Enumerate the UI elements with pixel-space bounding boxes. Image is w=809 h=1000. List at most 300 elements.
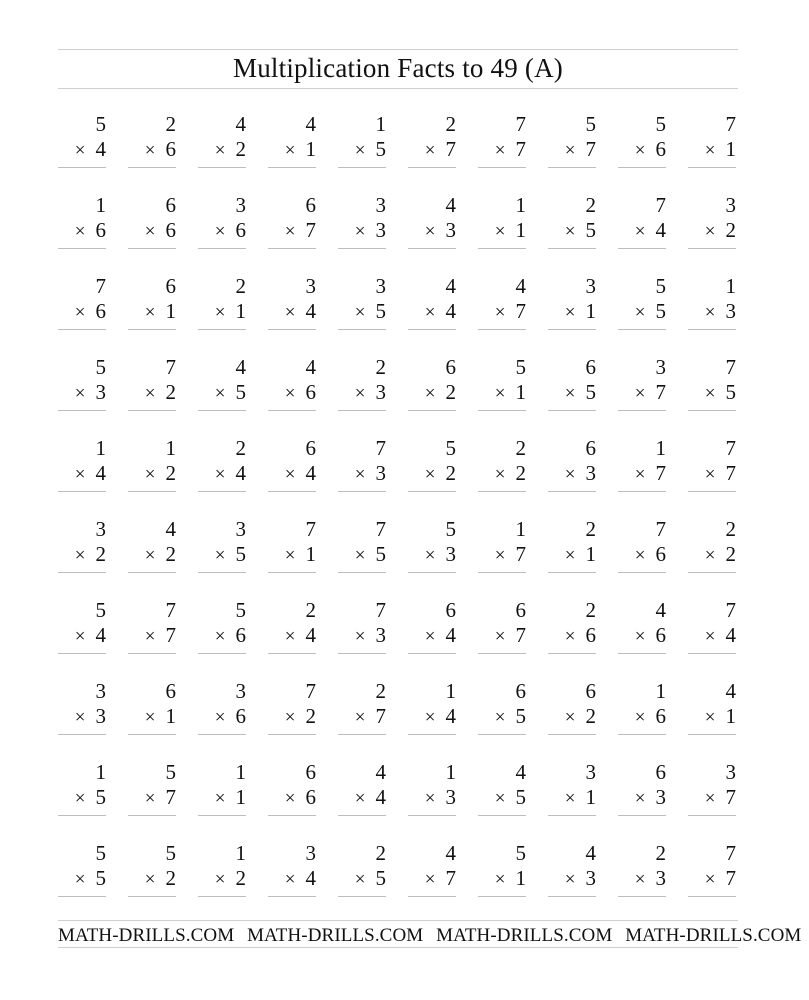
answer-line bbox=[688, 572, 736, 573]
problem-item bbox=[408, 274, 456, 338]
bottom-number: 7 bbox=[165, 785, 176, 809]
top-number: 6 bbox=[515, 679, 526, 703]
problem-item bbox=[548, 679, 596, 743]
problem-item bbox=[198, 841, 246, 905]
answer-line bbox=[128, 896, 176, 897]
bottom-line bbox=[705, 299, 736, 325]
answer-line bbox=[198, 410, 246, 411]
top-number: 4 bbox=[445, 841, 456, 865]
bottom-line bbox=[635, 866, 666, 892]
bottom-number: 6 bbox=[95, 299, 106, 323]
problem-item bbox=[198, 193, 246, 257]
bottom-number: 3 bbox=[655, 866, 666, 890]
answer-line bbox=[408, 896, 456, 897]
bottom-line bbox=[425, 380, 456, 406]
problem-item bbox=[478, 193, 526, 257]
problem-item bbox=[618, 679, 666, 743]
bottom-line bbox=[425, 623, 456, 649]
operator-symbol: × bbox=[704, 707, 716, 728]
top-number: 2 bbox=[305, 598, 316, 622]
top-number: 6 bbox=[655, 760, 666, 784]
bottom-line bbox=[215, 218, 246, 244]
operator-symbol: × bbox=[354, 545, 366, 566]
bottom-line bbox=[495, 542, 526, 568]
operator-symbol: × bbox=[74, 221, 86, 242]
bottom-number: 7 bbox=[165, 623, 176, 647]
problem-item bbox=[688, 112, 736, 176]
bottom-number: 7 bbox=[445, 137, 456, 161]
bottom-line bbox=[215, 785, 246, 811]
operator-symbol: × bbox=[704, 302, 716, 323]
answer-line bbox=[548, 572, 596, 573]
bottom-number: 2 bbox=[95, 542, 106, 566]
bottom-number: 2 bbox=[165, 866, 176, 890]
operator-symbol: × bbox=[634, 140, 646, 161]
bottom-line bbox=[145, 299, 176, 325]
top-number: 7 bbox=[725, 436, 736, 460]
bottom-number: 3 bbox=[445, 218, 456, 242]
problem-item bbox=[58, 112, 106, 176]
bottom-number: 2 bbox=[725, 218, 736, 242]
operator-symbol: × bbox=[704, 788, 716, 809]
bottom-number: 7 bbox=[655, 461, 666, 485]
top-number: 3 bbox=[375, 193, 386, 217]
top-number: 2 bbox=[515, 436, 526, 460]
bottom-number: 3 bbox=[445, 785, 456, 809]
problem-item bbox=[548, 355, 596, 419]
operator-symbol: × bbox=[74, 626, 86, 647]
problem-item bbox=[338, 598, 386, 662]
answer-line bbox=[128, 329, 176, 330]
problem-item bbox=[618, 274, 666, 338]
bottom-number: 6 bbox=[585, 623, 596, 647]
bottom-line bbox=[355, 461, 386, 487]
top-number: 1 bbox=[235, 760, 246, 784]
problem-item bbox=[478, 436, 526, 500]
operator-symbol: × bbox=[704, 383, 716, 404]
operator-symbol: × bbox=[494, 545, 506, 566]
bottom-line bbox=[635, 380, 666, 406]
answer-line bbox=[128, 653, 176, 654]
bottom-line bbox=[75, 623, 106, 649]
problem-item bbox=[548, 112, 596, 176]
operator-symbol: × bbox=[214, 464, 226, 485]
problem-item bbox=[548, 841, 596, 905]
operator-symbol: × bbox=[144, 869, 156, 890]
operator-symbol: × bbox=[704, 869, 716, 890]
answer-line bbox=[198, 653, 246, 654]
problem-item bbox=[58, 517, 106, 581]
bottom-line bbox=[75, 380, 106, 406]
top-number: 6 bbox=[305, 193, 316, 217]
bottom-line bbox=[495, 380, 526, 406]
bottom-number: 7 bbox=[585, 137, 596, 161]
bottom-number: 5 bbox=[515, 704, 526, 728]
answer-line bbox=[478, 734, 526, 735]
bottom-number: 1 bbox=[165, 299, 176, 323]
bottom-line bbox=[355, 218, 386, 244]
problem-item bbox=[688, 679, 736, 743]
top-number: 3 bbox=[95, 679, 106, 703]
footer-text: MATH-DRILLS.COM bbox=[58, 925, 235, 946]
operator-symbol: × bbox=[74, 140, 86, 161]
top-number: 5 bbox=[655, 274, 666, 298]
problem-item bbox=[338, 517, 386, 581]
bottom-line bbox=[565, 299, 596, 325]
bottom-number: 6 bbox=[655, 704, 666, 728]
top-number: 7 bbox=[725, 841, 736, 865]
problem-item bbox=[268, 517, 316, 581]
operator-symbol: × bbox=[354, 626, 366, 647]
top-number: 5 bbox=[445, 436, 456, 460]
page-title: Multiplication Facts to 49 (A) bbox=[233, 53, 563, 83]
problem-item bbox=[338, 760, 386, 824]
bottom-line bbox=[355, 866, 386, 892]
answer-line bbox=[618, 815, 666, 816]
problem-row bbox=[58, 517, 738, 598]
bottom-number: 2 bbox=[445, 380, 456, 404]
top-number: 2 bbox=[655, 841, 666, 865]
operator-symbol: × bbox=[284, 464, 296, 485]
problem-row bbox=[58, 274, 738, 355]
operator-symbol: × bbox=[214, 140, 226, 161]
problem-item bbox=[618, 355, 666, 419]
operator-symbol: × bbox=[494, 626, 506, 647]
bottom-line bbox=[565, 866, 596, 892]
answer-line bbox=[548, 815, 596, 816]
bottom-number: 7 bbox=[725, 785, 736, 809]
bottom-line bbox=[495, 218, 526, 244]
answer-line bbox=[408, 734, 456, 735]
top-number: 7 bbox=[725, 112, 736, 136]
bottom-number: 5 bbox=[585, 218, 596, 242]
top-number: 3 bbox=[725, 760, 736, 784]
operator-symbol: × bbox=[284, 383, 296, 404]
bottom-line bbox=[145, 380, 176, 406]
operator-symbol: × bbox=[564, 140, 576, 161]
top-number: 5 bbox=[515, 355, 526, 379]
bottom-line bbox=[705, 785, 736, 811]
answer-line bbox=[338, 329, 386, 330]
answer-line bbox=[58, 491, 106, 492]
top-number: 5 bbox=[585, 112, 596, 136]
bottom-line bbox=[75, 461, 106, 487]
top-number: 7 bbox=[95, 274, 106, 298]
problem-item bbox=[478, 355, 526, 419]
top-number: 4 bbox=[515, 274, 526, 298]
top-number: 3 bbox=[375, 274, 386, 298]
bottom-line bbox=[425, 542, 456, 568]
bottom-line bbox=[635, 542, 666, 568]
problem-item bbox=[128, 436, 176, 500]
bottom-number: 4 bbox=[305, 461, 316, 485]
top-number: 7 bbox=[305, 679, 316, 703]
bottom-line bbox=[215, 461, 246, 487]
answer-line bbox=[548, 248, 596, 249]
answer-line bbox=[58, 734, 106, 735]
bottom-line bbox=[635, 623, 666, 649]
operator-symbol: × bbox=[214, 869, 226, 890]
problem-item bbox=[58, 355, 106, 419]
top-number: 5 bbox=[165, 841, 176, 865]
answer-line bbox=[688, 491, 736, 492]
operator-symbol: × bbox=[634, 302, 646, 323]
problem-item bbox=[198, 598, 246, 662]
bottom-line bbox=[215, 623, 246, 649]
bottom-number: 2 bbox=[165, 461, 176, 485]
bottom-number: 6 bbox=[655, 542, 666, 566]
operator-symbol: × bbox=[424, 383, 436, 404]
top-number: 4 bbox=[515, 760, 526, 784]
operator-symbol: × bbox=[284, 707, 296, 728]
bottom-line bbox=[215, 380, 246, 406]
problem-item bbox=[548, 598, 596, 662]
answer-line bbox=[688, 329, 736, 330]
bottom-line bbox=[565, 461, 596, 487]
bottom-line bbox=[355, 542, 386, 568]
bottom-number: 4 bbox=[445, 299, 456, 323]
problem-item bbox=[688, 193, 736, 257]
bottom-line bbox=[285, 380, 316, 406]
answer-line bbox=[688, 896, 736, 897]
bottom-line bbox=[215, 137, 246, 163]
answer-line bbox=[548, 329, 596, 330]
problem-item bbox=[478, 760, 526, 824]
bottom-line bbox=[355, 137, 386, 163]
top-number: 1 bbox=[165, 436, 176, 460]
operator-symbol: × bbox=[634, 707, 646, 728]
bottom-number: 2 bbox=[305, 704, 316, 728]
top-number: 3 bbox=[95, 517, 106, 541]
bottom-number: 1 bbox=[235, 785, 246, 809]
problem-item bbox=[408, 598, 456, 662]
bottom-line bbox=[705, 218, 736, 244]
answer-line bbox=[128, 491, 176, 492]
answer-line bbox=[688, 815, 736, 816]
operator-symbol: × bbox=[494, 383, 506, 404]
bottom-number: 4 bbox=[95, 137, 106, 161]
operator-symbol: × bbox=[284, 302, 296, 323]
answer-line bbox=[268, 572, 316, 573]
bottom-number: 6 bbox=[165, 137, 176, 161]
answer-line bbox=[408, 410, 456, 411]
top-number: 6 bbox=[305, 760, 316, 784]
answer-line bbox=[198, 167, 246, 168]
top-number: 6 bbox=[585, 679, 596, 703]
problem-item bbox=[268, 598, 316, 662]
top-number: 6 bbox=[445, 598, 456, 622]
bottom-number: 4 bbox=[235, 461, 246, 485]
bottom-line bbox=[705, 866, 736, 892]
problem-row bbox=[58, 112, 738, 193]
footer-top-rule bbox=[58, 920, 738, 921]
problem-item bbox=[618, 193, 666, 257]
bottom-number: 1 bbox=[515, 218, 526, 242]
operator-symbol: × bbox=[144, 626, 156, 647]
top-number: 3 bbox=[655, 355, 666, 379]
answer-line bbox=[618, 329, 666, 330]
top-number: 4 bbox=[445, 274, 456, 298]
operator-symbol: × bbox=[354, 464, 366, 485]
bottom-line bbox=[75, 704, 106, 730]
answer-line bbox=[688, 653, 736, 654]
problem-item bbox=[268, 274, 316, 338]
operator-symbol: × bbox=[284, 221, 296, 242]
answer-line bbox=[198, 896, 246, 897]
top-number: 4 bbox=[375, 760, 386, 784]
top-number: 4 bbox=[445, 193, 456, 217]
top-number: 1 bbox=[655, 679, 666, 703]
top-number: 4 bbox=[165, 517, 176, 541]
bottom-line bbox=[285, 218, 316, 244]
top-number: 7 bbox=[655, 517, 666, 541]
answer-line bbox=[338, 896, 386, 897]
operator-symbol: × bbox=[564, 464, 576, 485]
answer-line bbox=[268, 329, 316, 330]
bottom-number: 5 bbox=[655, 299, 666, 323]
operator-symbol: × bbox=[354, 869, 366, 890]
answer-line bbox=[478, 653, 526, 654]
bottom-number: 4 bbox=[305, 866, 316, 890]
bottom-line bbox=[285, 704, 316, 730]
bottom-number: 4 bbox=[95, 461, 106, 485]
problem-row bbox=[58, 841, 738, 922]
problem-item bbox=[198, 355, 246, 419]
operator-symbol: × bbox=[704, 464, 716, 485]
problem-item bbox=[548, 193, 596, 257]
answer-line bbox=[618, 653, 666, 654]
answer-line bbox=[688, 734, 736, 735]
top-number: 4 bbox=[305, 112, 316, 136]
problem-item bbox=[548, 274, 596, 338]
problem-item bbox=[408, 517, 456, 581]
top-number: 5 bbox=[235, 598, 246, 622]
top-number: 4 bbox=[305, 355, 316, 379]
top-number: 6 bbox=[165, 679, 176, 703]
bottom-line bbox=[705, 704, 736, 730]
operator-symbol: × bbox=[144, 788, 156, 809]
answer-line bbox=[618, 572, 666, 573]
problem-item bbox=[58, 274, 106, 338]
operator-symbol: × bbox=[214, 707, 226, 728]
bottom-line bbox=[565, 623, 596, 649]
operator-symbol: × bbox=[284, 869, 296, 890]
answer-line bbox=[338, 410, 386, 411]
operator-symbol: × bbox=[424, 707, 436, 728]
bottom-number: 1 bbox=[515, 380, 526, 404]
operator-symbol: × bbox=[214, 545, 226, 566]
bottom-line bbox=[635, 137, 666, 163]
operator-symbol: × bbox=[634, 383, 646, 404]
operator-symbol: × bbox=[424, 140, 436, 161]
problem-item bbox=[688, 274, 736, 338]
bottom-number: 4 bbox=[445, 623, 456, 647]
bottom-number: 4 bbox=[445, 704, 456, 728]
answer-line bbox=[478, 815, 526, 816]
top-number: 2 bbox=[375, 679, 386, 703]
problem-item bbox=[198, 760, 246, 824]
problem-item bbox=[58, 760, 106, 824]
bottom-line bbox=[495, 785, 526, 811]
problem-row bbox=[58, 760, 738, 841]
problem-item bbox=[478, 598, 526, 662]
problem-item bbox=[198, 517, 246, 581]
bottom-line bbox=[635, 785, 666, 811]
problem-item bbox=[58, 193, 106, 257]
top-number: 4 bbox=[655, 598, 666, 622]
footer-text: MATH-DRILLS.COM bbox=[247, 925, 424, 946]
problem-item bbox=[618, 112, 666, 176]
operator-symbol: × bbox=[74, 707, 86, 728]
problem-item bbox=[58, 679, 106, 743]
top-number: 2 bbox=[725, 517, 736, 541]
bottom-number: 4 bbox=[305, 299, 316, 323]
problem-item bbox=[338, 193, 386, 257]
bottom-line bbox=[705, 380, 736, 406]
operator-symbol: × bbox=[144, 140, 156, 161]
answer-line bbox=[618, 734, 666, 735]
answer-line bbox=[618, 491, 666, 492]
bottom-number: 5 bbox=[375, 137, 386, 161]
operator-symbol: × bbox=[564, 707, 576, 728]
operator-symbol: × bbox=[494, 140, 506, 161]
bottom-number: 4 bbox=[95, 623, 106, 647]
bottom-number: 1 bbox=[585, 785, 596, 809]
answer-line bbox=[198, 491, 246, 492]
top-number: 2 bbox=[165, 112, 176, 136]
operator-symbol: × bbox=[494, 707, 506, 728]
answer-line bbox=[268, 734, 316, 735]
problem-item bbox=[128, 193, 176, 257]
bottom-number: 7 bbox=[725, 461, 736, 485]
answer-line bbox=[478, 167, 526, 168]
problem-item bbox=[338, 112, 386, 176]
bottom-line bbox=[145, 866, 176, 892]
top-number: 5 bbox=[95, 355, 106, 379]
answer-line bbox=[478, 491, 526, 492]
answer-line bbox=[58, 248, 106, 249]
bottom-number: 5 bbox=[585, 380, 596, 404]
top-number: 6 bbox=[585, 355, 596, 379]
answer-line bbox=[548, 167, 596, 168]
problem-item bbox=[408, 112, 456, 176]
problem-item bbox=[128, 355, 176, 419]
top-number: 6 bbox=[585, 436, 596, 460]
answer-line bbox=[268, 491, 316, 492]
bottom-line bbox=[425, 704, 456, 730]
bottom-number: 7 bbox=[445, 866, 456, 890]
bottom-number: 5 bbox=[95, 785, 106, 809]
top-number: 6 bbox=[515, 598, 526, 622]
bottom-line bbox=[565, 218, 596, 244]
top-number: 3 bbox=[725, 193, 736, 217]
bottom-line bbox=[285, 542, 316, 568]
problem-item bbox=[198, 274, 246, 338]
bottom-number: 6 bbox=[235, 704, 246, 728]
top-number: 1 bbox=[725, 274, 736, 298]
top-number: 3 bbox=[235, 679, 246, 703]
bottom-line bbox=[215, 704, 246, 730]
bottom-line bbox=[635, 218, 666, 244]
top-number: 7 bbox=[655, 193, 666, 217]
bottom-line bbox=[495, 137, 526, 163]
problem-item bbox=[268, 112, 316, 176]
bottom-number: 5 bbox=[375, 866, 386, 890]
problem-item bbox=[338, 355, 386, 419]
operator-symbol: × bbox=[704, 545, 716, 566]
bottom-number: 2 bbox=[165, 542, 176, 566]
bottom-number: 1 bbox=[515, 866, 526, 890]
